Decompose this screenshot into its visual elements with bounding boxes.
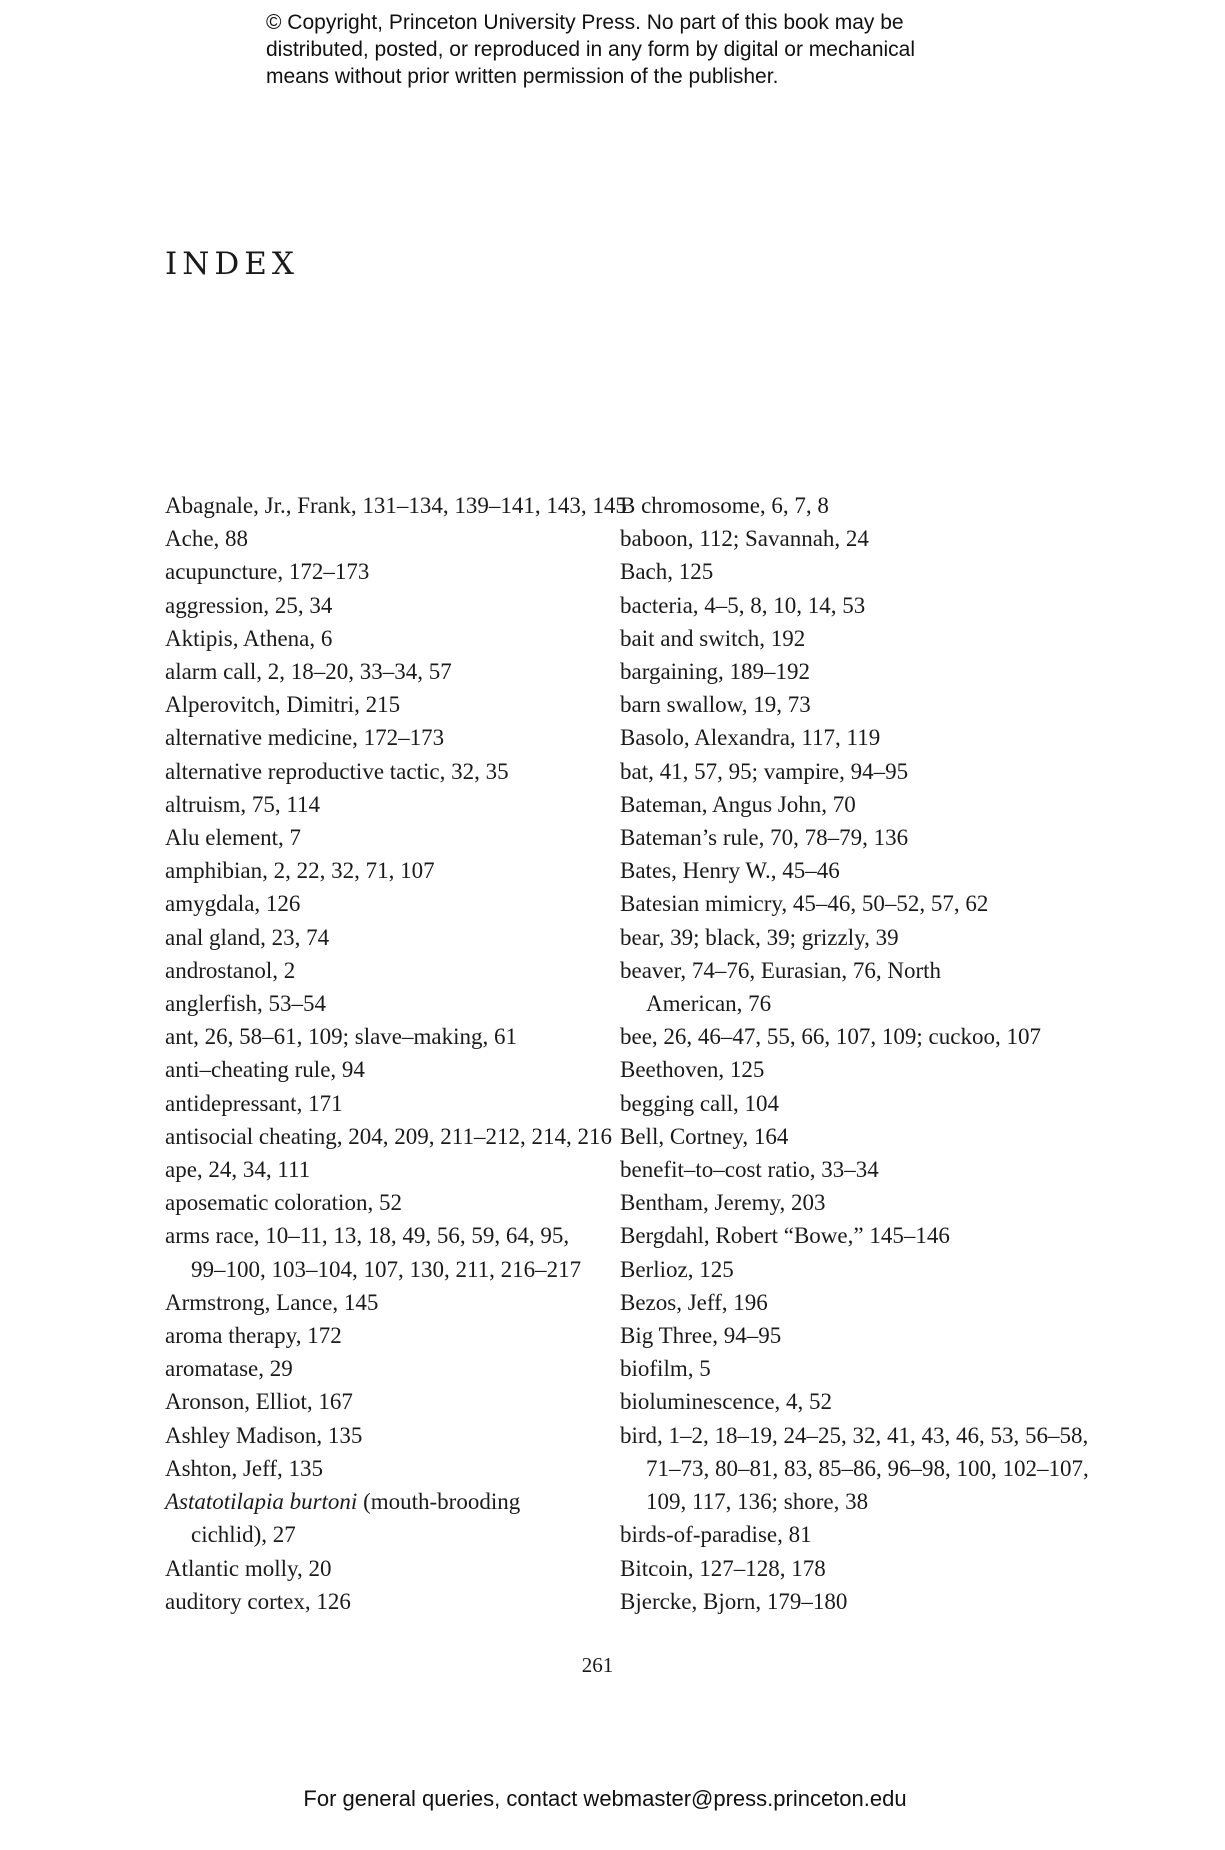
page-number: 261 — [581, 1653, 614, 1677]
index-entry — [165, 1485, 605, 1518]
index-entry-continuation: 99–100, 103–104, 107, 130, 211, 216–217 — [191, 1256, 582, 1282]
index-entry: Bjercke, Bjorn, 179–180 — [620, 1588, 848, 1614]
species-name: Astatotilapia burtoni — [165, 1489, 358, 1515]
index-entry: Berlioz, 125 — [620, 1256, 734, 1282]
index-entry: biofilm, 5 — [620, 1356, 711, 1382]
index-entry: Armstrong, Lance, 145 — [165, 1289, 379, 1315]
species-description: (mouth-brooding — [357, 1489, 521, 1515]
index-entry: Beethoven, 125 — [620, 1057, 765, 1083]
index-entry: Ashley Madison, 135 — [165, 1422, 363, 1448]
index-entry-continuation: 71–73, 80–81, 83, 85–86, 96–98, 100, 102–107, — [646, 1455, 1089, 1481]
index-entry: Bates, Henry W., 45–46 — [620, 858, 840, 884]
index-entry: bait and switch, 192 — [620, 625, 806, 651]
index-entry: anal gland, 23, 74 — [165, 924, 330, 950]
index-entry: auditory cortex, 126 — [165, 1588, 351, 1614]
index-column-right — [620, 489, 1089, 1618]
index-entry: Bitcoin, 127–128, 178 — [620, 1555, 826, 1581]
index-entry: Bentham, Jeremy, 203 — [620, 1190, 826, 1216]
index-entry: Bell, Cortney, 164 — [620, 1123, 789, 1149]
index-entry-continuation: cichlid), 27 — [191, 1522, 296, 1548]
index-entry: acupuncture, 172–173 — [165, 559, 370, 585]
index-entry: barn swallow, 19, 73 — [620, 692, 811, 718]
index-entry: bargaining, 189–192 — [620, 659, 810, 685]
index-entry: antidepressant, 171 — [165, 1090, 343, 1116]
index-entry: Bergdahl, Robert “Bowe,” 145–146 — [620, 1223, 950, 1249]
index-entry: Aronson, Elliot, 167 — [165, 1389, 353, 1415]
index-entry: Alu element, 7 — [165, 825, 302, 851]
index-entry: amygdala, 126 — [165, 891, 301, 917]
index-entry-continuation: 109, 117, 136; shore, 38 — [646, 1489, 869, 1515]
index-entry: Atlantic molly, 20 — [165, 1555, 332, 1581]
index-entry: baboon, 112; Savannah, 24 — [620, 526, 869, 552]
index-entry: anglerfish, 53–54 — [165, 991, 326, 1017]
index-entry: anti–cheating rule, 94 — [165, 1057, 365, 1083]
index-entry: Ashton, Jeff, 135 — [165, 1455, 324, 1481]
index-entry: arms race, 10–11, 13, 18, 49, 56, 59, 64, 95, — [165, 1223, 570, 1249]
index-entry: androstanol, 2 — [165, 957, 296, 983]
index-entry: ape, 24, 34, 111 — [165, 1157, 311, 1183]
index-entry: Bateman’s rule, 70, 78–79, 136 — [620, 825, 909, 851]
index-entry: birds-of-paradise, 81 — [620, 1522, 812, 1548]
index-entry: amphibian, 2, 22, 32, 71, 107 — [165, 858, 435, 884]
index-entry: Bezos, Jeff, 196 — [620, 1289, 768, 1315]
index-entry: Big Three, 94–95 — [620, 1323, 782, 1349]
index-entry: bee, 26, 46–47, 55, 66, 107, 109; cuckoo, 107 — [620, 1024, 1041, 1050]
index-entry: alternative medicine, 172–173 — [165, 725, 445, 751]
index-entry-continuation: American, 76 — [646, 991, 772, 1017]
index-entry: antisocial cheating, 204, 209, 211–212, 214, 216 — [165, 1123, 612, 1149]
copyright-notice — [266, 9, 1026, 90]
index-entry: Abagnale, Jr., Frank, 131–134, 139–141, 143, 145 — [165, 493, 627, 518]
page-title: INDEX — [165, 246, 299, 282]
index-entry: bioluminescence, 4, 52 — [620, 1389, 833, 1415]
index-entry: Alperovitch, Dimitri, 215 — [165, 692, 401, 718]
index-entry: benefit–to–cost ratio, 33–34 — [620, 1157, 879, 1183]
index-entry: B chromosome, 6, 7, 8 — [620, 493, 829, 518]
index-entry: Bach, 125 — [620, 559, 714, 585]
index-entry: begging call, 104 — [620, 1090, 780, 1116]
index-entry: bird, 1–2, 18–19, 24–25, 32, 41, 43, 46, 53, 56–58, — [620, 1422, 1089, 1448]
copyright-line: means without prior written permission of the publisher. — [266, 65, 779, 88]
index-entry: bear, 39; black, 39; grizzly, 39 — [620, 924, 899, 950]
index-entry: Aktipis, Athena, 6 — [165, 625, 333, 651]
index-entry: aroma therapy, 172 — [165, 1323, 342, 1349]
index-entry: beaver, 74–76, Eurasian, 76, North — [620, 957, 941, 983]
index-entry: aposematic coloration, 52 — [165, 1190, 402, 1216]
index-entry: bat, 41, 57, 95; vampire, 94–95 — [620, 758, 909, 784]
index-column-left — [165, 489, 627, 1618]
index-entry: aromatase, 29 — [165, 1356, 293, 1382]
index-entry: altruism, 75, 114 — [165, 791, 321, 817]
index-entry: ant, 26, 58–61, 109; slave–making, 61 — [165, 1024, 517, 1050]
index-entry: alarm call, 2, 18–20, 33–34, 57 — [165, 659, 452, 685]
index-entry: Basolo, Alexandra, 117, 119 — [620, 725, 881, 751]
index-entry: bacteria, 4–5, 8, 10, 14, 53 — [620, 592, 866, 618]
copyright-line: distributed, posted, or reproduced in any form by digital or mechanical — [266, 38, 916, 61]
footer-contact: For general queries, contact webmaster@press.princeton.edu — [303, 1786, 907, 1811]
index-entry: alternative reproductive tactic, 32, 35 — [165, 758, 509, 784]
index-entry: Bateman, Angus John, 70 — [620, 791, 856, 817]
index-entry: Batesian mimicry, 45–46, 50–52, 57, 62 — [620, 891, 989, 917]
index-entry: aggression, 25, 34 — [165, 592, 333, 618]
copyright-line: © Copyright, Princeton University Press. No part of this book may be — [266, 11, 904, 34]
index-entry: Ache, 88 — [165, 526, 249, 552]
